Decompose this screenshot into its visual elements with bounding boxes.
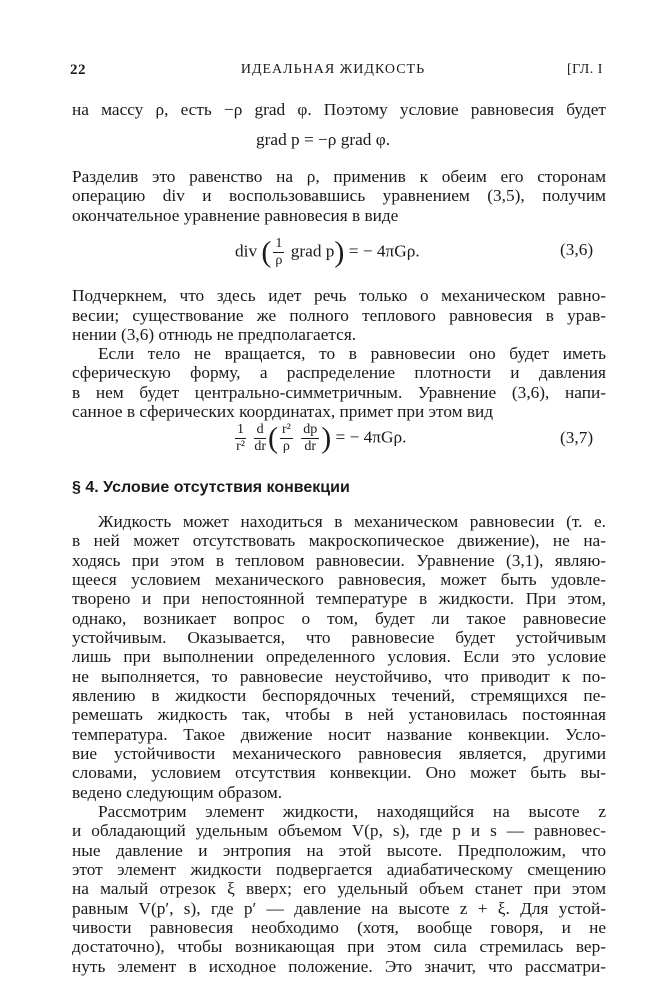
text-line: вие устойчивости механического равновесия является, другими [72, 744, 606, 763]
text-line: устойчивым. Оказывается, что равновесие будет устойчивым [72, 628, 606, 647]
eq-fraction [280, 422, 293, 455]
text-line: ведено следующим образом. [72, 783, 283, 802]
text-line: на массу ρ, есть −ρ grad φ. Поэтому условие равновесия будет [72, 100, 606, 119]
text-line: и обладающий удельным объемом V(p, s), где p и s — равновес- [72, 821, 606, 840]
text-line: Если тело не вращается, то в равновесии оно будет иметь [98, 344, 606, 363]
text-line: ремешать жидкость так, чтобы в ней установилась постоянная [72, 705, 606, 724]
chapter-marker: [ГЛ. I [567, 62, 603, 77]
text-line: ходясь при этом в тепловом равновесии. Уравнение (3,1), являю- [72, 551, 606, 570]
text-line: явлению в жидкости беспорядочных течений, стремящихся пе- [72, 686, 606, 705]
equation-grad: grad p = −ρ grad φ. [256, 130, 391, 149]
eq-fraction [273, 236, 284, 269]
text-line: Рассмотрим элемент жидкости, находящийся на высоте z [98, 802, 606, 821]
eq-frac-den: dr [254, 439, 266, 454]
text-line: в нем будет центрально-симметричным. Уравнение (3,6), напи- [72, 383, 606, 402]
equation-3-6 [235, 236, 420, 269]
eq-frac-num: dp [303, 422, 318, 437]
text-line: ные давление и энтропия на этой высоте. Предположим, что [72, 841, 606, 860]
text-line: равным V(p′, s), где p′ — давление на высоте z + ξ. Для устой- [72, 899, 606, 918]
eq-frac-den: ρ [282, 439, 290, 454]
text-line: Подчеркнем, что здесь идет речь только о механическом равно- [72, 286, 606, 305]
eq-frac-num: d [254, 422, 266, 439]
text-line: Жидкость может находиться в механическом равновесии (т. е. [98, 512, 606, 531]
text-line: не выполняется, то равновесие неустойчиво, что приводит к по- [72, 667, 606, 686]
text-line: однако, возникает вопрос о том, будет ли такое равновесие [72, 609, 606, 628]
text-line: лишь при выполнении определенного условия. Если это условие [72, 647, 606, 666]
equation-number: (3,7) [560, 428, 594, 447]
text-line: в ней может отсутствовать макроскопическое движение), не на- [72, 531, 606, 550]
eq-rhs: = − 4πGρ. [335, 427, 407, 447]
text-line: нении (3,6) отнюдь не предполагается. [72, 325, 357, 344]
text-line: санное в сферических координатах, примет при этом вид [72, 402, 494, 421]
eq-div-word: div [235, 241, 258, 261]
text-line: этот элемент жидкости подвергается адиабатическому смещению [72, 860, 606, 879]
eq-frac-den: r² [236, 439, 245, 454]
eq-paren-close: ) [321, 421, 332, 455]
eq-frac-den: dr [304, 439, 317, 454]
eq-rhs: = − 4πGρ. [348, 241, 420, 261]
eq-paren-open: ( [268, 421, 278, 455]
text-line: достаточно), чтобы возникающая при этом сила стремилась вер- [72, 937, 606, 956]
eq-frac-num: 1 [237, 422, 244, 437]
text-line: окончательное уравнение равновесия в виде [72, 206, 399, 225]
eq-fraction [235, 422, 246, 455]
eq-frac-num: 1 [275, 236, 283, 251]
eq-frac-num: r² [282, 422, 291, 437]
text-line: нуть элемент в исходное положение. Это значит, что рассматри- [72, 957, 606, 976]
text-line: температура. Такое движение носит название конвекции. Усло- [72, 725, 606, 744]
eq-fraction [301, 422, 319, 455]
page-number: 22 [70, 62, 86, 78]
text-line: на малый отрезок ξ вверх; его удельный объем станет при этом [72, 879, 606, 898]
eq-frac-den: ρ [275, 253, 283, 268]
eq-paren-open: ( [261, 235, 272, 269]
eq-grad-p: grad p [290, 241, 335, 261]
equation-3-7 [233, 422, 406, 455]
text-line: щееся условием механического равновесия, может быть удовле- [72, 570, 606, 589]
eq-fraction [254, 422, 266, 455]
text-line: весии; существование же полного теплового равновесия в урав- [72, 306, 606, 325]
text-line: словами, условием отсутствия конвекции. Оно может быть вы- [72, 763, 606, 782]
text-line: чивости равновесия необходимо (хотя, вообще говоря, и не [72, 918, 606, 937]
text-line: Разделив это равенство на ρ, применив к обеим его сторонам [72, 167, 606, 186]
eq-paren-close: ) [334, 235, 345, 269]
equation-number: (3,6) [560, 240, 594, 259]
running-title: ИДЕАЛЬНАЯ ЖИДКОСТЬ [240, 62, 426, 77]
text-line: операцию div и воспользовавшись уравнением (3,5), получим [72, 186, 606, 205]
text-line: сферическую форму, а распределение плотности и давления [72, 363, 606, 382]
section-heading: § 4. Условие отсутствия конвекции [72, 479, 350, 496]
text-line: творено и при непостоянной температуре в жидкости. При этом, [72, 589, 606, 608]
